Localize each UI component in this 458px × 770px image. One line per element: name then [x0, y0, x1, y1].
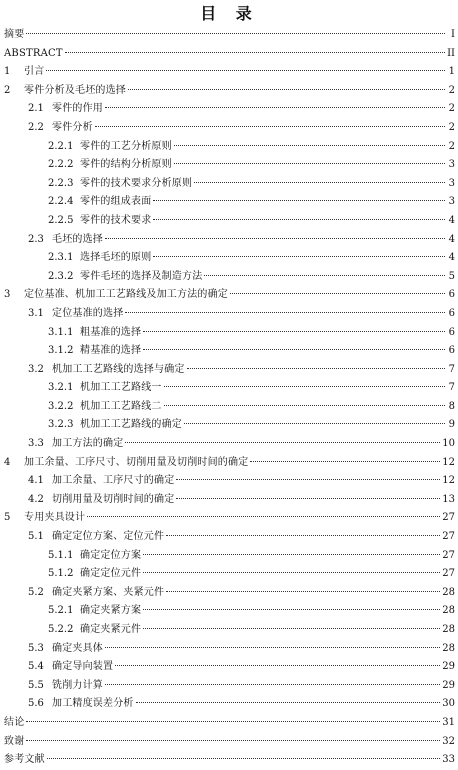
dot-leader [87, 515, 440, 517]
toc-entry[interactable] [4, 640, 455, 659]
toc-entry-label: 确定定位方案、定位元件 [52, 531, 165, 543]
dot-leader [143, 330, 445, 332]
toc-entry-number: 2.3.2 [48, 270, 74, 282]
toc-entry[interactable] [4, 695, 455, 714]
toc-entry-page: 27 [442, 531, 455, 543]
toc-entry-number: 5.5 [28, 679, 44, 691]
dot-leader [194, 181, 445, 183]
toc-entry-label: 引言 [24, 66, 45, 78]
dot-leader [46, 69, 445, 71]
toc-entry[interactable] [4, 119, 455, 138]
toc-entry[interactable] [4, 45, 455, 64]
toc-entry-page: 13 [442, 493, 455, 505]
toc-entry-number: 2 [4, 84, 11, 96]
toc-entry-number: 2.3 [28, 233, 44, 245]
toc-entry-label: 零件的组成表面 [80, 196, 152, 208]
toc-entry-number: 4.2 [28, 493, 44, 505]
dot-leader [250, 460, 440, 462]
toc-entry-page: 3 [448, 159, 455, 171]
dot-leader [176, 497, 440, 499]
toc-entry-number: 5.6 [28, 698, 44, 710]
dot-leader [105, 646, 440, 648]
toc-entry-label: 机加工工艺路线的确定 [80, 419, 182, 431]
toc-entry-label: 零件分析 [52, 121, 93, 133]
toc-entry-label: 确定夹紧方案、夹紧元件 [52, 586, 165, 598]
toc-entry[interactable] [4, 714, 455, 733]
toc-entry[interactable] [4, 751, 455, 770]
toc-entry-label: 确定夹紧方案 [80, 605, 142, 617]
toc-entry-number: 3.2.2 [48, 400, 74, 412]
toc-entry-page: 32 [442, 735, 455, 747]
toc-entry[interactable] [4, 138, 455, 157]
toc-entry-label: 致谢 [4, 735, 25, 747]
toc-entry-label: 加工余量、工序尺寸的确定 [52, 475, 175, 487]
toc-entry-number: 2.2.4 [48, 196, 74, 208]
toc-entry-page: 9 [448, 419, 455, 431]
toc-entry[interactable] [4, 621, 455, 640]
toc-entry-page: 1 [448, 66, 455, 78]
dot-leader [136, 701, 441, 703]
page-title: 目 录 [200, 4, 259, 23]
dot-leader [164, 404, 445, 406]
toc-entry-label: 加工精度误差分析 [52, 698, 134, 710]
dot-leader [153, 218, 445, 220]
toc-entry-label: 确定夹具体 [52, 642, 103, 654]
dot-leader [143, 553, 440, 555]
toc-entry-page: 8 [448, 400, 455, 412]
toc-entry-number: 3 [4, 289, 11, 301]
toc-entry-page: 5 [448, 270, 455, 282]
toc-entry-number: 2.1 [28, 103, 44, 115]
toc-entry[interactable] [4, 379, 455, 398]
toc-entry[interactable] [4, 491, 455, 510]
toc-entry-label: 机加工工艺路线二 [80, 400, 162, 412]
toc-entry[interactable] [4, 156, 455, 175]
toc-entry-number: 5.1 [28, 531, 44, 543]
toc-entry-number: 3.2 [28, 363, 44, 375]
toc-entry-label: 专用夹具设计 [24, 512, 86, 524]
toc-entry-label: 零件的技术要求分析原则 [80, 177, 193, 189]
dot-leader [176, 478, 440, 480]
toc-entry-label: 铣削力计算 [52, 679, 103, 691]
toc-entry-number: 5.4 [28, 661, 44, 673]
toc-entry-number: 5.2.2 [48, 624, 74, 635]
toc-entry-page: 2 [448, 121, 455, 133]
dot-leader [153, 199, 445, 201]
toc-entry-page: 2 [448, 84, 455, 96]
toc-entry[interactable] [4, 305, 455, 324]
toc-entry-page: 29 [442, 679, 455, 691]
toc-list [4, 26, 455, 770]
toc-entry-page: 4 [448, 252, 455, 264]
toc-entry-page: 2 [448, 140, 455, 152]
dot-leader [105, 237, 445, 239]
toc-entry-page: 4 [448, 214, 455, 226]
toc-entry[interactable] [4, 435, 455, 454]
toc-entry-label: 确定定位元件 [80, 568, 142, 580]
toc-entry-page: 10 [442, 438, 455, 450]
toc-entry-page: 12 [442, 475, 455, 487]
toc-entry-label: 零件的技术要求 [80, 214, 152, 226]
toc-entry-label: 确定导向装置 [52, 661, 114, 673]
dot-leader [125, 441, 440, 443]
dot-leader [26, 32, 445, 34]
toc-entry-page: 6 [448, 289, 455, 301]
dot-leader [166, 590, 440, 592]
toc-entry-page: 27 [442, 512, 455, 524]
dot-leader [164, 385, 445, 387]
toc-entry-number: 2.2.2 [48, 159, 74, 171]
toc-entry-page: 6 [448, 326, 455, 338]
toc-entry[interactable] [4, 26, 455, 45]
toc-entry[interactable] [4, 324, 455, 343]
toc-entry-label: 机加工工艺路线一 [80, 382, 162, 394]
toc-entry-page: 6 [448, 345, 455, 357]
toc-entry-page: I [451, 29, 455, 40]
toc-entry-number: 5.1.1 [48, 549, 74, 561]
toc-entry-label: 零件的工艺分析原则 [80, 140, 172, 152]
dot-leader [174, 144, 445, 146]
toc-entry-label: 加工方法的确定 [52, 438, 124, 450]
toc-entry[interactable] [4, 175, 455, 194]
toc-entry[interactable] [4, 268, 455, 287]
toc-entry[interactable] [4, 602, 455, 621]
toc-entry[interactable] [4, 416, 455, 435]
dot-leader [143, 348, 445, 350]
dot-leader [166, 534, 440, 536]
toc-entry-number: 2.3.1 [48, 252, 74, 264]
dot-leader [184, 422, 445, 424]
toc-entry-label: ABSTRACT [4, 47, 63, 59]
dot-leader [230, 292, 445, 294]
toc-entry-page: 27 [442, 549, 455, 561]
dot-leader [143, 627, 440, 629]
dot-leader [65, 51, 445, 53]
dot-leader [153, 255, 445, 257]
dot-leader [128, 88, 445, 90]
toc-entry-number: 3.3 [28, 438, 44, 450]
toc-entry-label: 确定定位方案 [80, 549, 142, 561]
toc-entry-page: 4 [448, 233, 455, 245]
toc-entry[interactable] [4, 584, 455, 603]
toc-entry-number: 2.2 [28, 121, 44, 133]
dot-leader [26, 720, 440, 722]
toc-entry-label: 零件分析及毛坯的选择 [24, 84, 126, 96]
toc-entry-label: 切削用量及切削时间的确定 [52, 493, 175, 505]
toc-entry-label: 机加工工艺路线的选择与确定 [52, 363, 185, 375]
toc-entry-number: 3.2.3 [48, 419, 74, 431]
toc-entry-page: II [447, 47, 455, 59]
toc-entry-page: 29 [442, 661, 455, 673]
toc-entry[interactable] [4, 528, 455, 547]
toc-entry-page: 28 [442, 605, 455, 617]
toc-entry[interactable] [4, 509, 455, 528]
dot-leader [95, 125, 445, 127]
toc-entry-page: 3 [448, 196, 455, 208]
toc-entry-label: 摘要 [4, 29, 25, 40]
toc-entry-page: 33 [442, 754, 455, 766]
toc-entry-page: 3 [448, 177, 455, 189]
toc-entry-page: 6 [448, 307, 455, 319]
toc-entry-number: 5.2.1 [48, 605, 74, 617]
toc-entry[interactable] [4, 100, 455, 119]
toc-entry-page: 12 [442, 456, 455, 468]
toc-entry-number: 5.1.2 [48, 568, 74, 580]
dot-leader [143, 608, 440, 610]
toc-entry-page: 30 [442, 698, 455, 710]
dot-leader [204, 274, 445, 276]
toc-entry-label: 确定夹紧元件 [80, 624, 142, 635]
toc-entry-number: 4.1 [28, 475, 44, 487]
toc-entry-label: 参考文献 [4, 754, 45, 766]
toc-entry[interactable] [4, 212, 455, 231]
toc-entry-number: 5.2 [28, 586, 44, 598]
toc-entry[interactable] [4, 677, 455, 696]
toc-entry[interactable] [4, 231, 455, 250]
toc-entry-number: 3.2.1 [48, 382, 74, 394]
toc-entry-page: 31 [442, 716, 455, 728]
toc-entry-label: 粗基准的选择 [80, 326, 142, 338]
toc-entry[interactable] [4, 342, 455, 361]
toc-entry[interactable] [4, 361, 455, 380]
toc-entry[interactable] [4, 454, 455, 473]
toc-entry-label: 零件的作用 [52, 103, 103, 115]
toc-entry-number: 2.2.1 [48, 140, 74, 152]
toc-entry-label: 零件毛坯的选择及制造方法 [80, 270, 203, 282]
toc-entry[interactable] [4, 82, 455, 101]
toc-entry-number: 3.1.2 [48, 345, 74, 357]
toc-entry-label: 定位基准、机加工工艺路线及加工方法的确定 [24, 289, 228, 301]
toc-entry-number: 1 [4, 66, 11, 78]
toc-entry[interactable] [4, 565, 455, 584]
toc-entry-page: 2 [448, 103, 455, 115]
toc-entry-label: 零件的结构分析原则 [80, 159, 172, 171]
dot-leader [187, 367, 445, 369]
toc-entry-page: 7 [448, 382, 455, 394]
toc-entry-number: 2.2.5 [48, 214, 74, 226]
dot-leader [115, 664, 440, 666]
toc-entry-number: 5.3 [28, 642, 44, 654]
toc-entry[interactable] [4, 472, 455, 491]
dot-leader [105, 106, 445, 108]
toc-entry-page: 7 [448, 363, 455, 375]
toc-entry[interactable] [4, 547, 455, 566]
toc-entry-number: 4 [4, 456, 11, 468]
toc-entry-label: 选择毛坯的原则 [80, 252, 152, 264]
toc-entry[interactable] [4, 733, 455, 752]
dot-leader [143, 571, 440, 573]
toc-entry[interactable] [4, 249, 455, 268]
dot-leader [26, 739, 440, 741]
toc-entry[interactable] [4, 193, 455, 212]
toc-entry-page: 27 [442, 568, 455, 580]
toc-entry-page: 28 [442, 642, 455, 654]
toc-entry[interactable] [4, 286, 455, 305]
toc-entry-page: 28 [442, 624, 455, 635]
toc-entry[interactable] [4, 658, 455, 677]
toc-entry-number: 3.1 [28, 307, 44, 319]
toc-entry[interactable] [4, 398, 455, 417]
toc-entry-label: 精基准的选择 [80, 345, 142, 357]
toc-entry[interactable] [4, 63, 455, 82]
toc-entry-number: 2.2.3 [48, 177, 74, 189]
toc-entry-label: 定位基准的选择 [52, 307, 124, 319]
toc-entry-number: 3.1.1 [48, 326, 74, 338]
dot-leader [47, 757, 440, 759]
toc-entry-label: 结论 [4, 716, 25, 728]
toc-entry-label: 毛坯的选择 [52, 233, 103, 245]
toc-entry-page: 28 [442, 586, 455, 598]
dot-leader [105, 683, 440, 685]
toc-entry-label: 加工余量、工序尺寸、切削用量及切削时间的确定 [24, 456, 249, 468]
dot-leader [125, 311, 445, 313]
dot-leader [174, 162, 445, 164]
toc-entry-number: 5 [4, 512, 11, 524]
